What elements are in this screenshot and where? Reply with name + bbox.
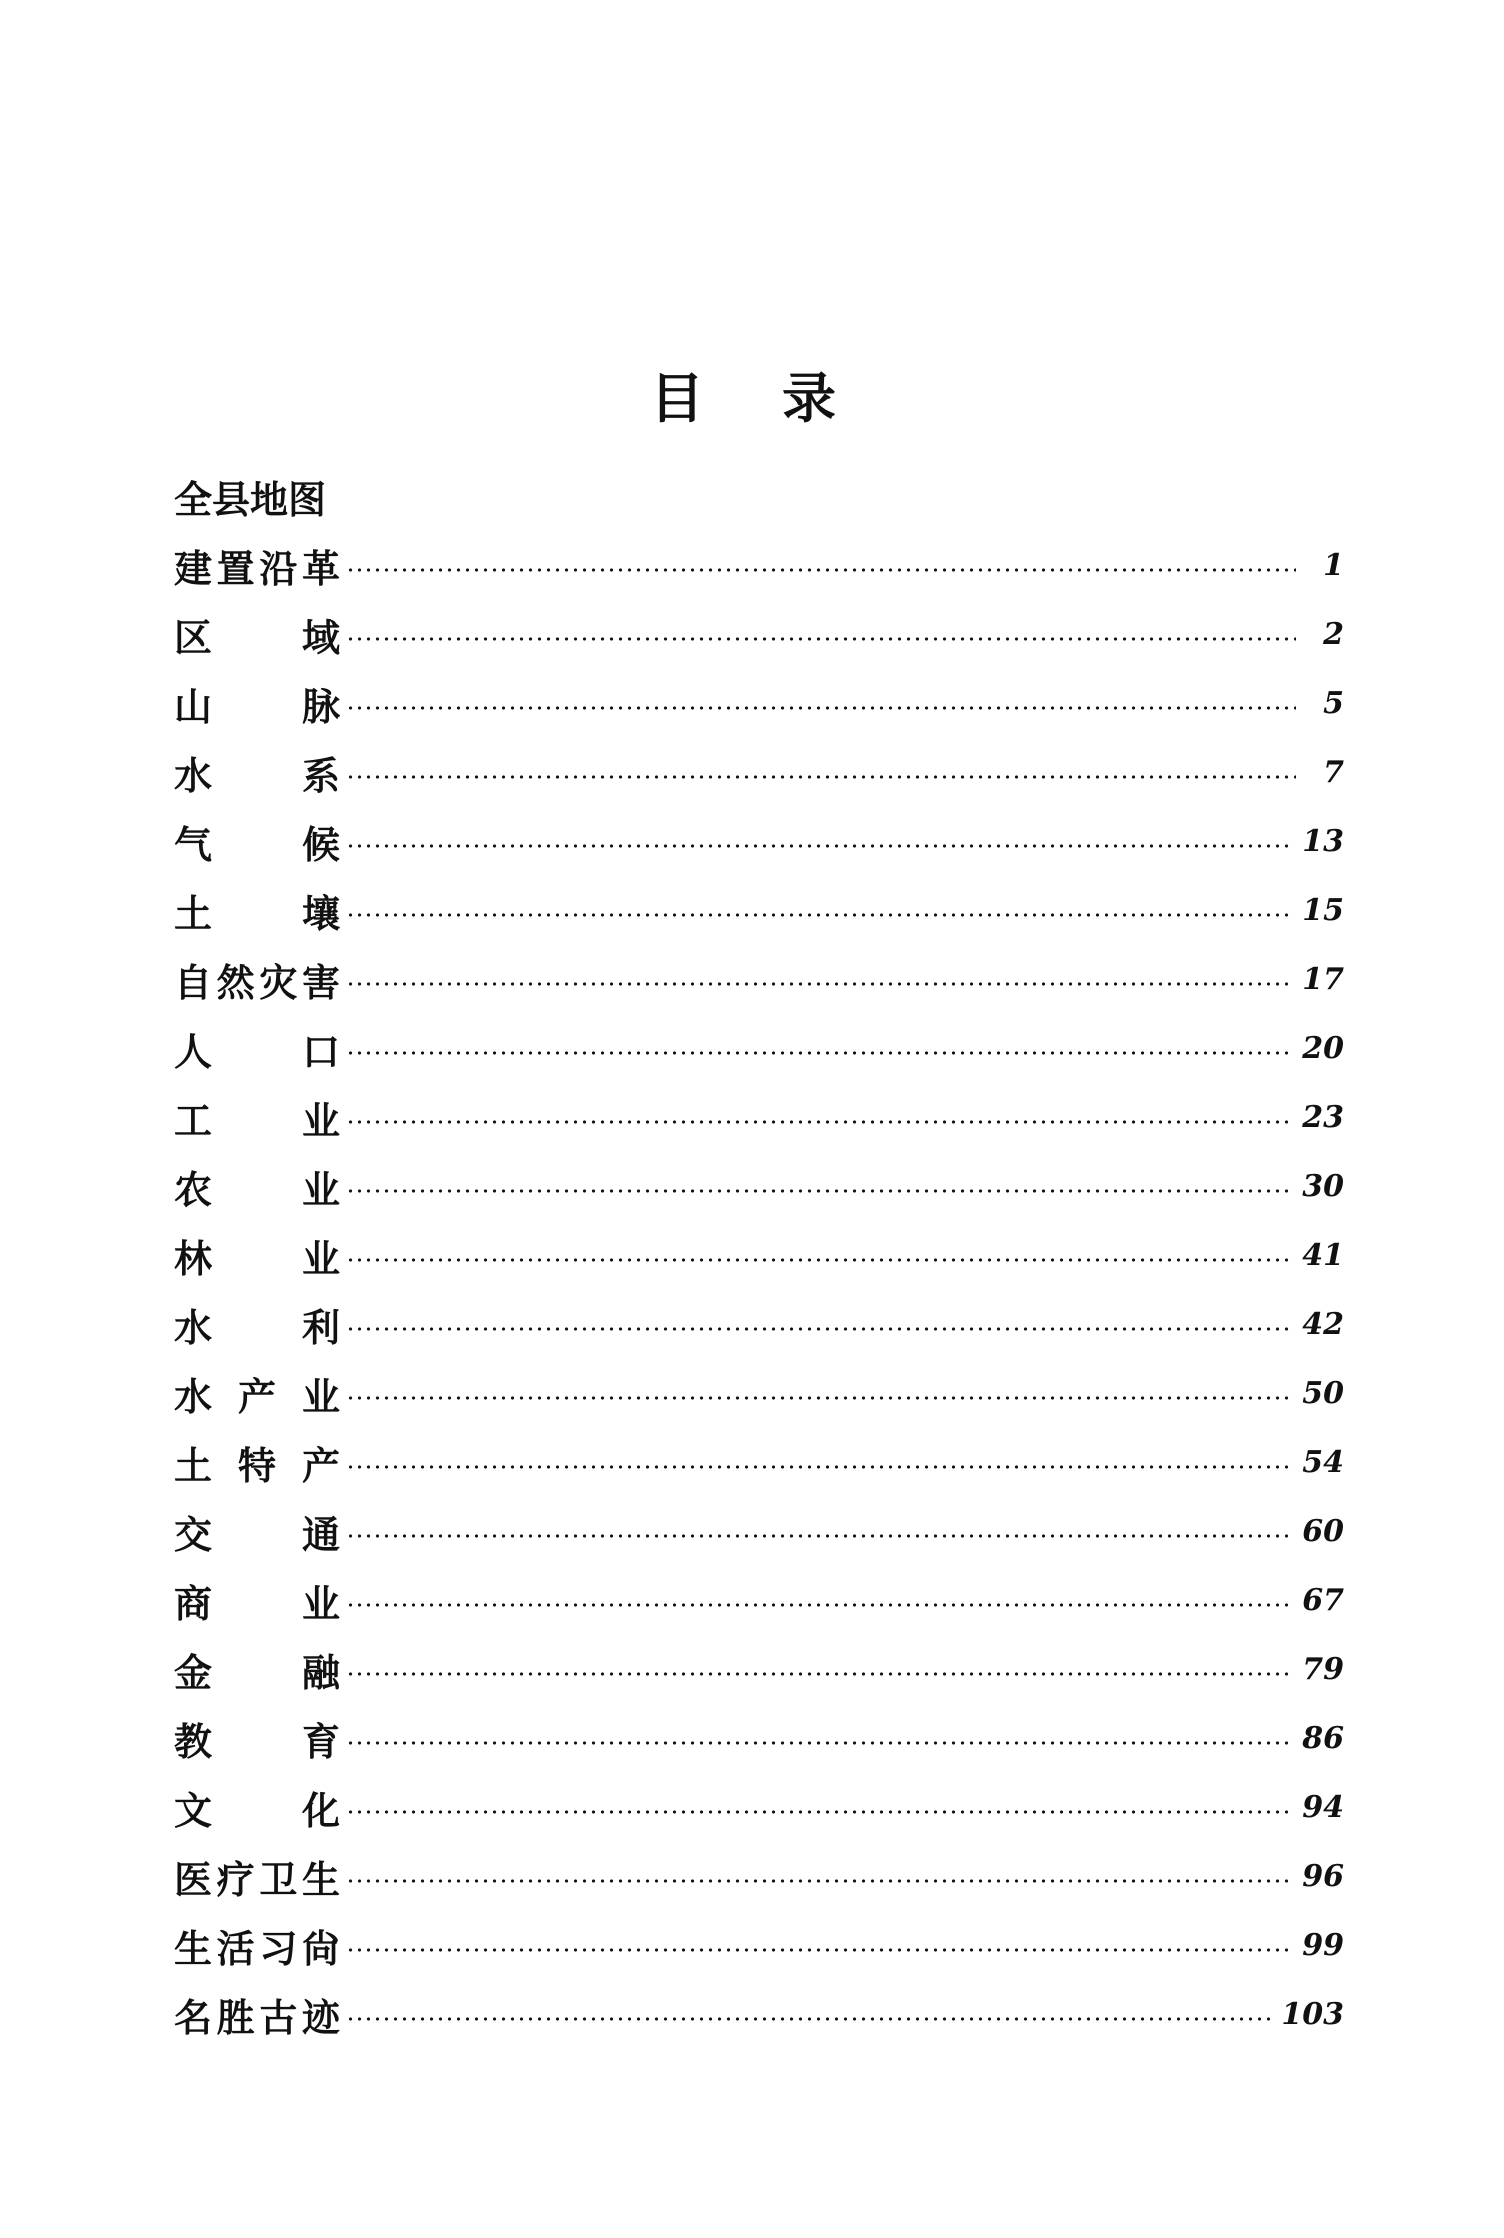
toc-entry[interactable] [174,1014,1344,1083]
toc-entry-label: 教 育 [174,1719,340,1764]
toc-page-number: 7 [1323,755,1344,790]
toc-page-number: 42 [1302,1307,1344,1342]
toc-entry[interactable] [174,1704,1344,1773]
toc-page-number: 15 [1302,893,1344,928]
toc-entry-label: 水 利 [174,1305,340,1350]
toc-entry[interactable] [174,1152,1344,1221]
dot-leader [346,1327,1294,1331]
toc-page-number: 103 [1281,1997,1344,2032]
dot-leader [346,1948,1294,1952]
toc-entry-label: 全县地图 [174,477,327,522]
dot-leader [346,1051,1294,1055]
toc-entry[interactable] [174,1290,1344,1359]
dot-leader [346,1258,1294,1262]
toc-entry[interactable] [174,531,1344,600]
toc-entry[interactable] [174,1428,1344,1497]
toc-entry[interactable] [174,669,1344,738]
toc-entry-label: 医 疗 卫 生 [174,1857,340,1902]
toc-page-number: 13 [1302,824,1344,859]
toc-page-number: 96 [1302,1859,1344,1894]
toc-entry-label: 文 化 [174,1788,340,1833]
toc-entry-label: 工 业 [174,1098,340,1143]
dot-leader [346,1396,1294,1400]
toc-entry[interactable] [174,1635,1344,1704]
dot-leader [346,844,1294,848]
toc-entry-map[interactable] [174,462,1344,531]
toc-page-number: 1 [1323,548,1344,583]
dot-leader [346,2017,1273,2021]
toc-entry[interactable] [174,1497,1344,1566]
dot-leader [346,1603,1294,1607]
toc-entry-label: 山 脉 [174,684,340,729]
toc-page-number: 23 [1302,1100,1344,1135]
toc-page-number: 20 [1302,1031,1344,1066]
toc-entry-label: 水 产 业 [174,1374,340,1419]
toc-page-number: 60 [1302,1514,1344,1549]
toc-page-number: 30 [1302,1169,1344,1204]
toc-entry[interactable] [174,1566,1344,1635]
toc-page-number: 17 [1302,962,1344,997]
toc-entry[interactable] [174,807,1344,876]
dot-leader [346,1189,1294,1193]
dot-leader [346,1810,1294,1814]
dot-leader [346,1672,1294,1676]
dot-leader [346,1879,1294,1883]
dot-leader [346,982,1294,986]
toc-entry[interactable] [174,1980,1344,2049]
toc-entry-label: 自 然 灾 害 [174,960,340,1005]
toc-entry[interactable] [174,1773,1344,1842]
toc-page-number: 67 [1302,1583,1344,1618]
toc-entry[interactable] [174,600,1344,669]
dot-leader [346,1741,1294,1745]
toc-entry[interactable] [174,738,1344,807]
toc-entry-label: 建 置 沿 革 [174,546,340,591]
toc-entry-label: 土 特 产 [174,1443,340,1488]
table-of-contents [174,462,1344,2049]
dot-leader [346,1120,1294,1124]
dot-leader [346,1465,1294,1469]
toc-entry[interactable] [174,1083,1344,1152]
toc-entry[interactable] [174,1842,1344,1911]
toc-entry-label: 气 候 [174,822,340,867]
toc-page-number: 5 [1323,686,1344,721]
toc-page-number: 50 [1302,1376,1344,1411]
toc-page-number: 86 [1302,1721,1344,1756]
toc-entry[interactable] [174,876,1344,945]
dot-leader [346,913,1294,917]
toc-entry-label: 商 业 [174,1581,340,1626]
toc-entry[interactable] [174,1221,1344,1290]
toc-entry-label: 生 活 习 尙 [174,1926,340,1971]
toc-page-number: 79 [1302,1652,1344,1687]
toc-entry-label: 区 域 [174,615,340,660]
page-title [0,356,1504,433]
dot-leader [346,568,1296,572]
toc-page-number: 99 [1302,1928,1344,1963]
toc-entry-label: 林 业 [174,1236,340,1281]
dot-leader [346,706,1296,710]
toc-entry-label: 人 口 [174,1029,340,1074]
toc-entry[interactable] [174,945,1344,1014]
toc-page-number: 2 [1323,617,1344,652]
title-char-1: 目 [650,367,782,430]
dot-leader [346,775,1296,779]
dot-leader [346,637,1296,641]
toc-entry-label: 农 业 [174,1167,340,1212]
toc-entry-label: 土 壤 [174,891,340,936]
toc-page-number: 54 [1302,1445,1344,1480]
toc-entry-label: 金 融 [174,1650,340,1695]
dot-leader [346,1534,1294,1538]
toc-page-number: 41 [1302,1238,1344,1273]
toc-entry-label: 名 胜 古 迹 [174,1995,340,2040]
toc-entry[interactable] [174,1359,1344,1428]
toc-entry-label: 交 通 [174,1512,340,1557]
toc-page-number: 94 [1302,1790,1344,1825]
title-char-2: 录 [782,367,914,430]
toc-entry[interactable] [174,1911,1344,1980]
toc-entry-label: 水 系 [174,753,340,798]
